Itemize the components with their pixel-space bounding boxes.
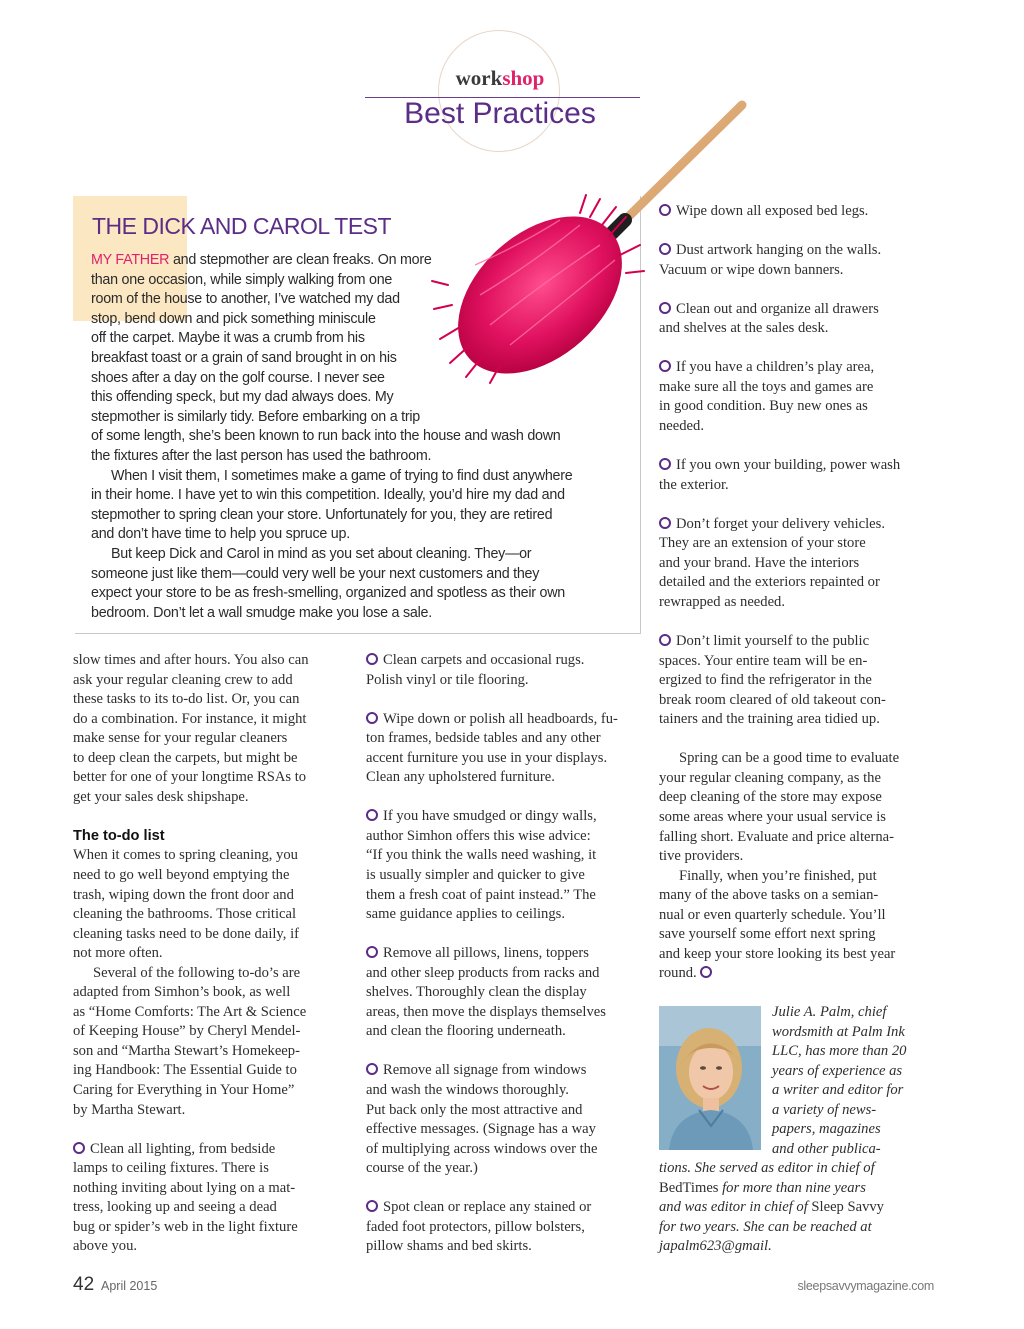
list-item: Clean carpets and occasional rugs. — [366, 651, 641, 671]
col1-line: as “Home Comforts: The Art & Science — [73, 1003, 307, 1020]
site-url: sleepsavvymagazine.com — [797, 1279, 934, 1293]
author-photo — [659, 1006, 761, 1150]
author-line: wordsmith at Palm Ink — [772, 1023, 905, 1040]
col1-line: Caring for Everything in Your Home” — [73, 1082, 295, 1099]
col2-line: them a fresh coat of paint instead.” The — [366, 886, 596, 903]
col3-line: save yourself some effort next spring — [659, 926, 876, 943]
col1-line: above you. — [73, 1238, 138, 1255]
list-item: Wipe down or polish all headboards, fu- — [366, 710, 641, 730]
intro-line: stepmother is similarly tidy. Before embarking on a trip — [91, 408, 420, 425]
col3-line: They are an extension of your store — [659, 535, 866, 552]
col2-line: “If you think the walls need washing, it — [366, 847, 597, 864]
col3-line: Vacuum or wipe down banners. — [659, 261, 844, 278]
col1-line: by Martha Stewart. — [73, 1101, 186, 1118]
paragraph-gap — [659, 612, 944, 632]
col2-line: is usually simpler and quicker to give — [366, 867, 585, 884]
col1-line: of Keeping House” by Cheryl Mendel- — [73, 1023, 301, 1040]
paragraph-gap — [366, 690, 641, 710]
intro-line: off the carpet. Maybe it was a crumb from his — [91, 330, 365, 347]
col1-line: do a combination. For instance, it might — [73, 710, 307, 727]
intro-line: room of the house to another, I’ve watched my dad — [91, 291, 400, 308]
bullet-circle-icon — [366, 946, 378, 958]
section-label: workshop — [455, 66, 545, 90]
col3-line: your regular cleaning company, as the — [659, 769, 881, 786]
intro-line: shoes after a day on the golf course. I never see — [91, 369, 385, 386]
list-item: Don’t forget your delivery vehicles. — [659, 515, 944, 535]
bullet-circle-icon — [659, 360, 671, 372]
list-item: If you have a children’s play area, — [659, 358, 944, 378]
col3-line: ergized to find the refrigerator in the — [659, 672, 872, 689]
col1-line: trash, wiping down the front door and — [73, 886, 294, 903]
bullet-circle-icon — [659, 458, 671, 470]
bullet-circle-icon — [659, 302, 671, 314]
end-mark-icon — [700, 966, 712, 978]
intro-title: THE DICK AND CAROL TEST — [92, 213, 392, 239]
intro-line: in their home. I have yet to win this competition. Ideally, you’d hire my dad and — [91, 487, 565, 504]
col1-line: nothing inviting about lying on a mat- — [73, 1179, 296, 1196]
paragraph-gap — [366, 1042, 641, 1062]
col3-line: falling short. Evaluate and price alterna- — [659, 828, 895, 845]
column-2 — [366, 651, 641, 1257]
col1-line: make sense for your regular cleaners — [73, 730, 288, 747]
col1-line: ask your regular cleaning crew to add — [73, 671, 293, 688]
col2-line: accent furniture you use in your displays. — [366, 749, 608, 766]
paragraph-gap — [659, 730, 944, 750]
bullet-circle-icon — [659, 204, 671, 216]
intro-line: and don’t have time to help you spruce up. — [91, 526, 350, 543]
paragraph-gap — [659, 339, 944, 359]
col1-line: ing Handbook: The Essential Guide to — [73, 1062, 297, 1079]
bullet-circle-icon — [366, 809, 378, 821]
intro-line: expect your store to be as fresh-smelling, organized and spotless as their own — [91, 585, 566, 602]
col3-line: make sure all the toys and games are — [659, 378, 874, 395]
col1-line: cleaning the bathrooms. Those critical — [73, 906, 297, 923]
col2-line: author Simhon offers this wise advice: — [366, 827, 591, 844]
col3-line: deep cleaning of the store may expose — [659, 789, 882, 806]
col3-line: nual or even quarterly schedule. You’ll — [659, 906, 886, 923]
paragraph-gap — [366, 1179, 641, 1199]
col2-line: effective messages. (Signage has a way — [366, 1121, 596, 1138]
bullet-circle-icon — [366, 712, 378, 724]
author-line: for two years. She can be reached at — [659, 1218, 872, 1235]
intro-line: the fixtures after the last person has used the bathroom. — [91, 447, 432, 464]
issue-date: April 2015 — [101, 1279, 158, 1293]
col3-line: in good condition. Buy new ones as — [659, 398, 868, 415]
col2-line: areas, then move the displays themselves — [366, 1003, 606, 1020]
author-bio-wide — [659, 1159, 944, 1257]
col3-line: break room cleared of old takeout con- — [659, 691, 886, 708]
col2-line: faded foot protectors, pillow bolsters, — [366, 1218, 585, 1235]
list-item: Remove all signage from windows — [366, 1061, 641, 1081]
col3-line: Finally, when you’re finished, put — [679, 867, 877, 884]
author-line: and was editor in chief of Sleep Savvy — [659, 1199, 884, 1216]
col1-line: to deep clean the carpets, but might be — [73, 749, 298, 766]
col1-line: get your sales desk shipshape. — [73, 788, 249, 805]
paragraph-gap — [659, 222, 944, 242]
list-item: If you have smudged or dingy walls, — [366, 807, 641, 827]
author-line: LLC, has more than 20 — [772, 1043, 907, 1060]
col2-line: and clean the flooring underneath. — [366, 1023, 566, 1040]
bullet-circle-icon — [659, 517, 671, 529]
paragraph-gap — [659, 495, 944, 515]
col2-line: and other sleep products from racks and — [366, 964, 600, 981]
col1-line: When it comes to spring cleaning, you — [73, 847, 298, 864]
bullet-circle-icon — [659, 634, 671, 646]
list-item: If you own your building, power wash — [659, 456, 944, 476]
col1-line: not more often. — [73, 945, 163, 962]
col2-line: Clean any upholstered furniture. — [366, 769, 555, 786]
author-email: japalm623@gmail. — [659, 1238, 772, 1255]
col3-line: needed. — [659, 418, 704, 435]
bullet-circle-icon — [366, 653, 378, 665]
col1-line: slow times and after hours. You also can — [73, 652, 309, 668]
intro-line: bedroom. Don’t let a wall smudge make you lose a sale. — [91, 604, 432, 621]
col1-line: adapted from Simhon’s book, as well — [73, 984, 291, 1001]
col2-line: Polish vinyl or tile flooring. — [366, 671, 529, 688]
col3-line: many of the above tasks on a semian- — [659, 887, 879, 904]
paragraph-gap — [659, 437, 944, 457]
column-1 — [73, 651, 353, 1257]
author-line: BedTimes for more than nine years — [659, 1179, 866, 1196]
author-line: tions. She served as editor in chief of — [659, 1160, 875, 1176]
intro-line: When I visit them, I sometimes make a game of trying to find dust anywhere — [111, 467, 573, 484]
author-bio-narrow — [772, 1003, 947, 1159]
col2-line: course of the year.) — [366, 1160, 478, 1177]
col1-line: cleaning tasks need to be done daily, if — [73, 925, 299, 942]
col1-line: Several of the following to-do’s are — [93, 964, 301, 981]
col3-line: spaces. Your entire team will be en- — [659, 652, 868, 669]
intro-line: of some length, she’s been known to run back into the house and wash down — [91, 428, 561, 445]
bullet-circle-icon — [366, 1063, 378, 1075]
intro-line: than one occasion, while simply walking from one — [91, 271, 393, 288]
intro-line: MY FATHER and stepmother are clean freaks. On more — [91, 252, 432, 268]
author-line: papers, magazines — [772, 1121, 881, 1138]
col3-line: some areas where your usual service is — [659, 808, 886, 825]
bullet-circle-icon — [73, 1142, 85, 1154]
author-line: years of experience as — [772, 1062, 903, 1079]
col1-line: better for one of your longtime RSAs to — [73, 769, 307, 786]
intro-line: stepmother to spring clean your store. Unfortunately for you, they are retired — [91, 506, 553, 523]
list-item: Clean out and organize all drawers — [659, 300, 944, 320]
list-item: Remove all pillows, linens, toppers — [366, 944, 641, 964]
author-line: a variety of news- — [772, 1101, 877, 1118]
col3-line: Spring can be a good time to evaluate — [679, 750, 900, 767]
intro-lead: MY FATHER — [91, 252, 170, 268]
end-line: round. — [659, 964, 944, 984]
list-item: Clean all lighting, from bedside — [73, 1140, 353, 1160]
col1-line: bug or spider’s web in the light fixture — [73, 1218, 298, 1235]
col1-line: tress, looking up and seeing a dead — [73, 1199, 277, 1216]
col2-line: of multiplying across windows over the — [366, 1140, 598, 1157]
paragraph-gap — [659, 280, 944, 300]
col2-line: same guidance applies to ceilings. — [366, 906, 565, 923]
col3-line: tive providers. — [659, 848, 744, 865]
page-title: Best Practices — [404, 97, 596, 130]
paragraph-gap — [73, 807, 353, 827]
col3-line: rewrapped as needed. — [659, 593, 786, 610]
intro-line: someone just like them—could very well be your next customers and they — [91, 565, 540, 582]
col2-line: shelves. Thoroughly clean the display — [366, 984, 587, 1001]
paragraph-gap — [73, 1120, 353, 1140]
col1-line: son and “Martha Stewart’s Homekeep- — [73, 1042, 300, 1059]
bullet-circle-icon — [366, 1200, 378, 1212]
paragraph-gap — [366, 788, 641, 808]
col1-line: need to go well beyond emptying the — [73, 867, 290, 884]
col3-line: the exterior. — [659, 476, 729, 493]
intro-line: breakfast toast or a grain of sand brought in on his — [91, 349, 397, 366]
column-3 — [659, 202, 944, 984]
bullet-circle-icon — [659, 243, 671, 255]
col3-line: and keep your store looking its best year — [659, 945, 896, 962]
col1-line: lamps to ceiling fixtures. There is — [73, 1160, 269, 1177]
author-line: Julie A. Palm, chief — [772, 1004, 887, 1020]
col2-line: Put back only the most attractive and — [366, 1101, 583, 1118]
list-item: Wipe down all exposed bed legs. — [659, 202, 944, 222]
col3-line: detailed and the exteriors repainted or — [659, 574, 880, 591]
intro-line: stop, bend down and pick something miniscule — [91, 310, 376, 327]
list-item: Dust artwork hanging on the walls. — [659, 241, 944, 261]
list-item: Don’t limit yourself to the public — [659, 632, 944, 652]
col2-line: ton frames, bedside tables and any other — [366, 730, 601, 747]
intro-line: this offending speck, but my dad always does. My — [91, 389, 394, 406]
col3-line: and your brand. Have the interiors — [659, 554, 860, 571]
col3-line: tainers and the training area tidied up. — [659, 711, 880, 728]
col3-line: and shelves at the sales desk. — [659, 320, 829, 337]
list-item: Spot clean or replace any stained or — [366, 1198, 641, 1218]
section-heading: The to-do list — [73, 827, 165, 844]
author-line: a writer and editor for — [772, 1082, 904, 1099]
page-number: 42 — [73, 1274, 95, 1295]
col1-line: these tasks to its to-do list. Or, you can — [73, 691, 300, 708]
author-line: and other publica- — [772, 1140, 881, 1157]
intro-line: But keep Dick and Carol in mind as you set about cleaning. They—or — [111, 545, 532, 562]
paragraph-gap — [366, 925, 641, 945]
col2-line: and wash the windows thoroughly. — [366, 1082, 569, 1099]
col2-line: pillow shams and bed skirts. — [366, 1238, 532, 1255]
